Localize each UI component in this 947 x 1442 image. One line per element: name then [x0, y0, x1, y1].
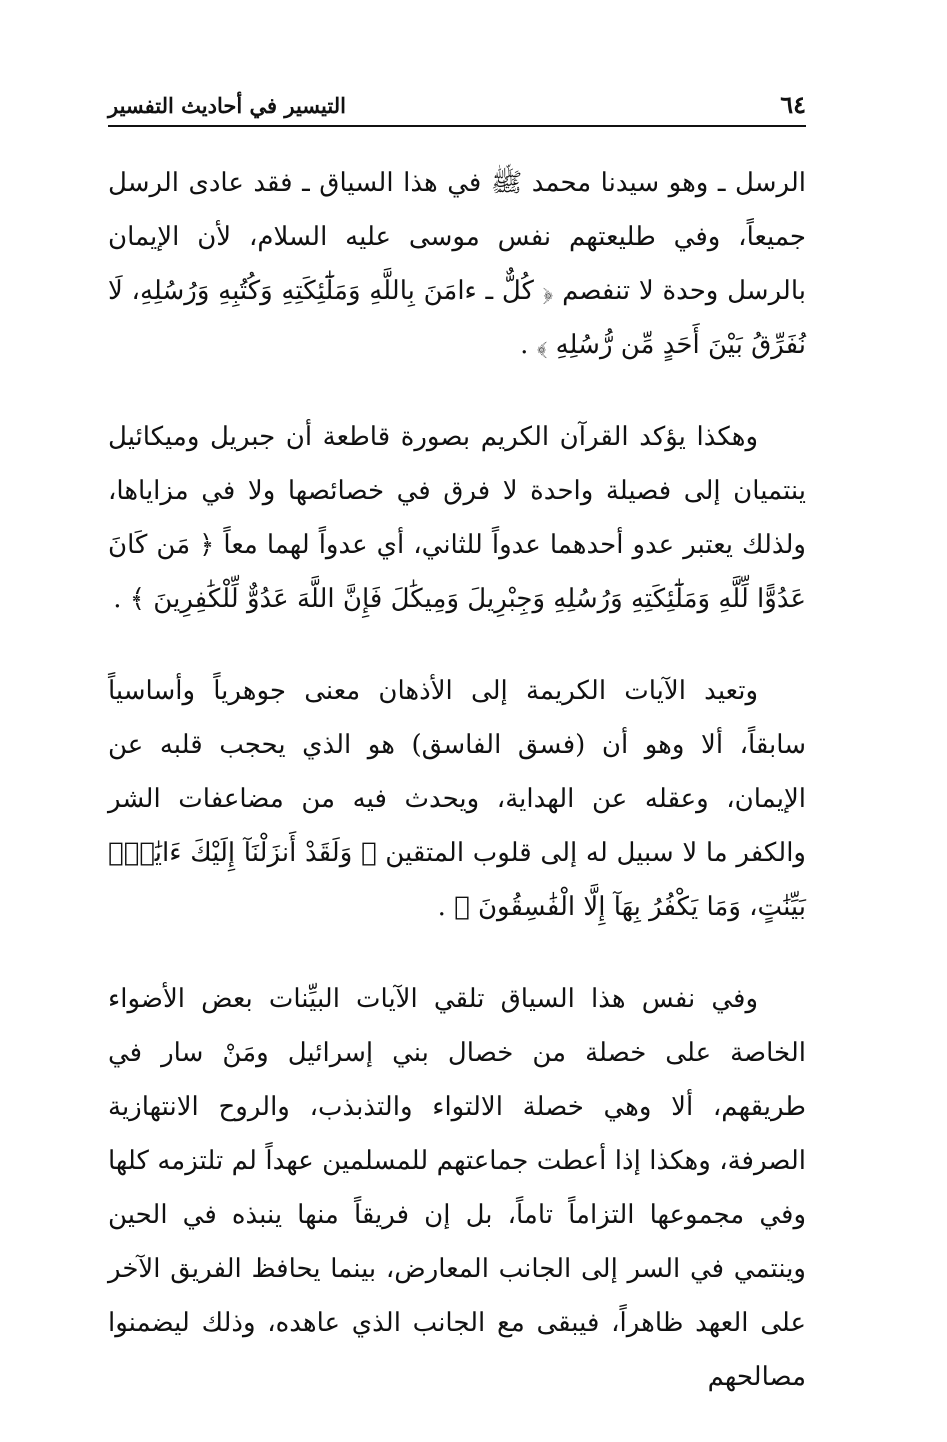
- page-body: [108, 156, 806, 1442]
- page-header: [108, 88, 806, 124]
- paragraph-3: وتعيد الآيات الكريمة إلى الأذهان معنى جوهرياً وأساسياً سابقاً، ألا وهو أن (فسق الفاسق) هو الذي يحجب قلبه عن الإيمان، وعقله عن الهداية، ويحدث فيه من مضاعفات الشر والكفر ما لا سبيل له إلى قلوب المتقين ﴿ وَلَقَدْ أَنزَلْنَآ إِلَيْكَ ءَايَٰتٍۭ بَيِّنَٰتٍ، وَمَا يَكْفُرُ بِهَآ إِلَّا الْفَٰسِقُونَ ﴾ .: [108, 676, 806, 922]
- paragraph-4: وفي نفس هذا السياق تلقي الآيات البيِّنات بعض الأضواء الخاصة على خصلة من خصال بني إسرائيل ومَنْ سار في طريقهم، ألا وهي خصلة الالتواء والتذبذب، والروح الانتهازية الصرفة، وهكذا إذا أعطت جماعتهم للمسلمين عهداً لم تلتزمه كلها وفي مجموعها التزاماً تاماً، بل إن فريقاً منها ينبذه في الحين وينتمي في السر إلى الجانب المعارض، بينما يحافظ الفريق الآخر على العهد ظاهراً، فيبقى مع الجانب الذي عاهده، وذلك ليضمنوا مصالحهم: [108, 984, 806, 1392]
- paragraph-1: الرسل ـ وهو سيدنا محمد ﷺ في هذا السياق ـ فقد عادى الرسل جميعاً، وفي طليعتهم نفس موسى عليه السلام، لأن الإيمان بالرسل وحدة لا تنفصم ﴿ كُلٌّ ـ ءامَنَ بِاللَّهِ وَمَلَٰٓئِكَتِهِ وَكُتُبِهِ وَرُسُلِهِ، لَا نُفَرِّقُ بَيْنَ أَحَدٍ مِّن رُّسُلِهِ ﴾ .: [108, 168, 806, 360]
- paragraph-2: وهكذا يؤكد القرآن الكريم بصورة قاطعة أن جبريل وميكائيل ينتميان إلى فصيلة واحدة لا فرق في خصائصها ولا في مزاياها، ولذلك يعتبر عدو أحدهما عدواً للثاني، أي عدواً لهما معاً ﴿ مَن كَانَ عَدُوًّا لِّلَّهِ وَمَلَٰٓئِكَتِهِ وَرُسُلِهِ وَجِبْرِيلَ وَمِيكَٰلَ فَإِنَّ اللَّهَ عَدُوٌّ لِّلْكَٰفِرِينَ ﴾ .: [108, 422, 806, 614]
- running-title: التيسير في أحاديث التفسير: [108, 93, 346, 118]
- header-divider: [108, 125, 806, 127]
- page-number: ٦٤: [780, 90, 806, 119]
